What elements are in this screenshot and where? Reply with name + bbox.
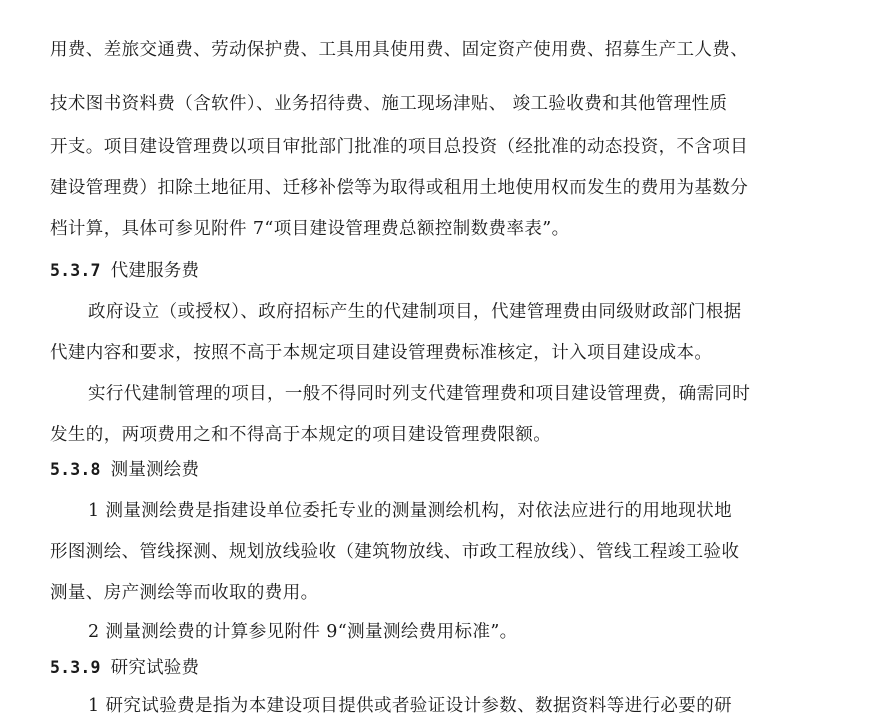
- section-number: 5.3.7: [50, 261, 101, 280]
- paragraph-line: 形图测绘、管线探测、规划放线验收（建筑物放线、市政工程放线）、管线工程竣工验收: [50, 542, 740, 562]
- section-heading-5-3-7: [50, 258, 840, 284]
- paragraph-line: 政府设立（或授权）、政府招标产生的代建制项目，代建管理费由同级财政部门根据: [88, 302, 742, 322]
- body-text-line: 技术图书资料费（含软件）、业务招待费、施工现场津贴、 竣工验收费和其他管理性质: [50, 94, 728, 114]
- paragraph-line: 2 测量测绘费的计算参见附件 9“测量测绘费用标准”。: [88, 622, 518, 642]
- body-text-line: 开支。项目建设管理费以项目审批部门批准的项目总投资（经批准的动态投资，不含项目: [50, 137, 749, 157]
- paragraph-line: 实行代建制管理的项目，一般不得同时列支代建管理费和项目建设管理费，确需同时: [88, 384, 751, 404]
- paragraph-line: 测量、房产测绘等而收取的费用。: [50, 583, 319, 603]
- section-title: 代建服务费: [110, 261, 200, 281]
- section-title: 研究试验费: [110, 658, 200, 678]
- section-heading-5-3-8: [50, 457, 840, 483]
- paragraph-line: 发生的，两项费用之和不得高于本规定的项目建设管理费限额。: [50, 425, 552, 445]
- paragraph-line: 1 测量测绘费是指建设单位委托专业的测量测绘机构，对依法应进行的用地现状地: [88, 501, 732, 521]
- body-text-line: 档计算，具体可参见附件 7“项目建设管理费总额控制数费率表”。: [50, 219, 570, 239]
- section-number: 5.3.8: [50, 460, 101, 479]
- body-text-line: 用费、差旅交通费、劳动保护费、工具用具使用费、固定资产使用费、招募生产工人费、: [50, 40, 749, 60]
- section-heading-5-3-9: [50, 655, 840, 681]
- section-number: 5.3.9: [50, 658, 101, 677]
- paragraph-line: 1 研究试验费是指为本建设项目提供或者验证设计参数、数据资料等进行必要的研: [88, 696, 732, 716]
- section-title: 测量测绘费: [110, 460, 200, 480]
- body-text-line: 建设管理费）扣除土地征用、迁移补偿等为取得或租用土地使用权而发生的费用为基数分: [50, 178, 749, 198]
- paragraph-line: 代建内容和要求，按照不高于本规定项目建设管理费标准核定，计入项目建设成本。: [50, 343, 713, 363]
